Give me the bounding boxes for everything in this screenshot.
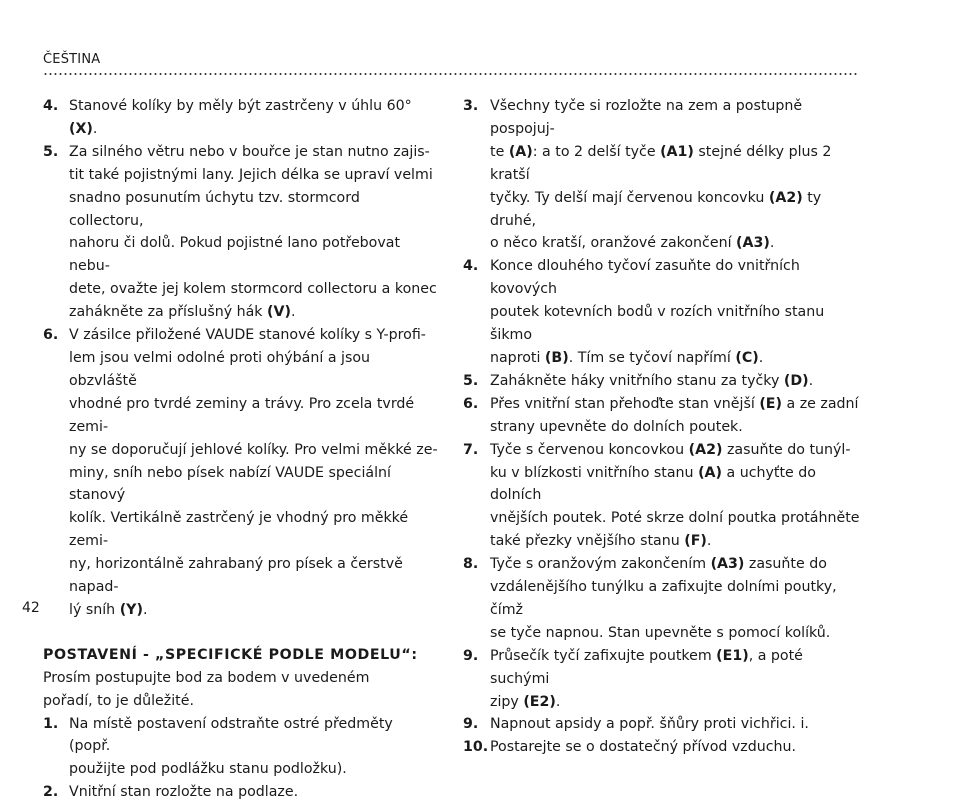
text-run: zipy: [490, 693, 524, 710]
list-item: [43, 141, 438, 324]
text-run: lý sníh: [69, 601, 120, 618]
item-text: [490, 95, 863, 255]
figure-reference: (V): [267, 304, 291, 321]
item-number: 5.: [43, 143, 59, 160]
item-text: [490, 370, 863, 393]
text-run: Za silného větru nebo v bouřce je stan nutno zajis-: [69, 143, 430, 160]
list-item: [463, 645, 863, 714]
language-header: ČEŠTINA: [43, 52, 101, 67]
text-run: .: [808, 372, 814, 389]
figure-reference: (A2): [688, 441, 723, 458]
item-number: 4.: [43, 98, 59, 114]
text-run: .: [290, 304, 296, 321]
text-run: zahákněte za příslušný hák: [69, 304, 268, 321]
setup-steps-list: [43, 713, 438, 804]
text-run: Tyče s červenou koncovkou: [490, 441, 689, 458]
list-item: [463, 370, 863, 393]
figure-reference: (X): [69, 120, 93, 137]
figure-reference: (A): [508, 143, 533, 160]
text-run: , a poté suchými: [490, 647, 803, 687]
list-item: [463, 713, 863, 736]
text-run: Postarejte se o dostatečný přívod vzduchu.: [490, 739, 797, 756]
text-run: Prosím postupujte bod za bodem v uvedeném: [43, 669, 370, 686]
text-run: snadno posunutím úchytu tzv. stormcord collectoru,: [69, 189, 360, 229]
text-run: .: [92, 120, 98, 137]
figure-reference: (A3): [710, 556, 745, 573]
list-item: [463, 95, 863, 255]
item-number: 8.: [463, 556, 479, 573]
text-run: .: [142, 601, 148, 618]
item-number: 10.: [463, 739, 489, 756]
item-number: 6.: [463, 395, 479, 412]
text-run: .: [706, 533, 712, 550]
text-run: a ze zadní: [781, 395, 859, 412]
left-column: [43, 95, 438, 804]
figure-reference: (C): [735, 349, 759, 366]
text-run: zasuňte do: [744, 556, 827, 573]
text-run: Všechny tyče si rozložte na zem a postupně pospojuj-: [490, 98, 803, 137]
text-run: použijte pod podlážku stanu podložku).: [69, 761, 347, 778]
figure-reference: (A): [698, 464, 723, 481]
text-run: stejné délky plus 2 kratší: [490, 143, 832, 183]
list-item: [43, 713, 438, 782]
item-number: 6.: [43, 327, 59, 344]
item-number: 7.: [463, 441, 479, 458]
text-run: tyčky. Ty delší mají červenou koncovku: [490, 189, 769, 206]
text-run: zasuňte do tunýl-: [722, 441, 851, 458]
item-number: 9.: [463, 647, 479, 664]
item-text: [490, 393, 863, 439]
item-text: [490, 439, 863, 554]
text-run: o něco kratší, oranžové zakončení: [490, 235, 737, 252]
figure-reference: (Y): [119, 601, 143, 618]
text-run: Na místě postavení odstraňte ostré předměty (popř.: [69, 715, 393, 755]
text-run: .: [758, 349, 764, 366]
text-run: kolík. Vertikálně zastrčený je vhodný pro měkké zemi-: [69, 510, 409, 550]
item-text: [69, 95, 438, 141]
item-text: [490, 736, 863, 759]
figure-reference: (F): [684, 533, 707, 550]
page-number: 42: [22, 600, 40, 616]
figure-reference: (E1): [716, 647, 749, 664]
text-run: ny, horizontálně zahrabaný pro písek a čerstvě napad-: [69, 556, 403, 596]
text-run: miny, sníh nebo písek nabízí VAUDE speciální stanový: [69, 464, 391, 504]
setup-steps-list-continued: [463, 95, 863, 759]
text-run: : a to 2 delší tyče: [532, 143, 661, 160]
item-text: [69, 324, 438, 622]
text-run: se tyče napnou. Stan upevněte s pomocí kolíků.: [490, 624, 831, 641]
text-run: te: [490, 143, 509, 160]
text-run: V zásilce přiložené VAUDE stanové kolíky s Y-profi-: [69, 327, 426, 344]
text-run: . Tím se tyčoví napřímí: [568, 349, 736, 366]
text-run: vzdálenějšího tunýlku a zafixujte dolními poutky, čímž: [490, 579, 837, 618]
item-text: [69, 713, 438, 782]
text-run: vnějších poutek. Poté skrze dolní poutka protáhněte: [490, 510, 860, 527]
text-run: Napnout apsidy a popř. šňůry proti vichřici. i.: [490, 716, 809, 733]
text-run: vhodné pro tvrdé zeminy a trávy. Pro zcela tvrdé zemi-: [69, 395, 415, 435]
item-text: [490, 553, 863, 645]
right-column: [463, 95, 863, 759]
figure-reference: (E2): [523, 693, 556, 710]
text-run: .: [769, 235, 775, 252]
text-run: a uchyťte do dolních: [490, 464, 816, 504]
text-run: tit také pojistnými lany. Jejich délka se upraví velmi: [69, 166, 433, 183]
intro-paragraph: [43, 667, 438, 713]
item-number: 3.: [463, 98, 479, 114]
figure-reference: (A3): [736, 235, 770, 252]
text-run: strany upevněte do dolních poutek.: [490, 418, 743, 435]
item-text: [69, 781, 438, 804]
item-text: [69, 141, 438, 324]
instruction-list: [43, 95, 438, 622]
text-run: Přes vnitřní stan přehoďte stan vnější: [490, 395, 760, 412]
dotted-divider: [43, 73, 859, 75]
item-number: 9.: [463, 716, 479, 733]
text-run: ku v blízkosti vnitřního stanu: [490, 464, 699, 481]
item-number: 2.: [43, 784, 59, 801]
text-run: Konce dlouhého tyčoví zasuňte do vnitřních kovových: [490, 258, 800, 298]
figure-reference: (E): [759, 395, 782, 412]
text-run: dete, ovažte jej kolem stormcord collectoru a konec: [69, 281, 437, 298]
item-text: [490, 255, 863, 370]
text-run: naproti: [490, 349, 545, 366]
text-run: .: [555, 693, 561, 710]
text-run: také přezky vnějšího stanu: [490, 533, 685, 550]
figure-reference: (A2): [768, 189, 803, 206]
figure-reference: (D): [783, 372, 809, 389]
text-run: ny se doporučují jehlové kolíky. Pro velmi měkké ze-: [69, 441, 438, 458]
list-item: [463, 439, 863, 554]
item-number: 4.: [463, 258, 479, 275]
text-run: poutek kotevních bodů v rozích vnitřního stanu šikmo: [490, 304, 825, 344]
text-run: Zahákněte háky vnitřního stanu za tyčky: [490, 372, 784, 389]
section-heading: POSTAVENÍ - „SPECIFICKÉ PODLE MODELU“:: [43, 646, 418, 663]
item-number: 5.: [463, 372, 479, 389]
figure-reference: (B): [544, 349, 569, 366]
item-text: [490, 645, 863, 714]
list-item: [43, 324, 438, 622]
text-run: Stanové kolíky by měly být zastrčeny v úhlu 60°: [69, 98, 412, 114]
text-run: nahoru či dolů. Pokud pojistné lano potřebovat nebu-: [69, 235, 401, 275]
item-text: [490, 713, 863, 736]
list-item: [463, 255, 863, 370]
list-item: [43, 95, 438, 141]
list-item: [463, 736, 863, 759]
list-item: [463, 393, 863, 439]
text-run: lem jsou velmi odolné proti ohýbání a jsou obzvláště: [69, 349, 371, 389]
item-number: 1.: [43, 715, 59, 732]
text-run: pořadí, to je důležité.: [43, 692, 194, 709]
list-item: [43, 781, 438, 804]
text-run: Vnitřní stan rozložte na podlaze.: [69, 784, 299, 801]
list-item: [463, 553, 863, 645]
text-run: Průsečík tyčí zafixujte poutkem: [490, 647, 717, 664]
text-run: Tyče s oranžovým zakončením: [490, 556, 711, 573]
figure-reference: (A1): [660, 143, 694, 160]
text-run: ty druhé,: [490, 189, 822, 229]
